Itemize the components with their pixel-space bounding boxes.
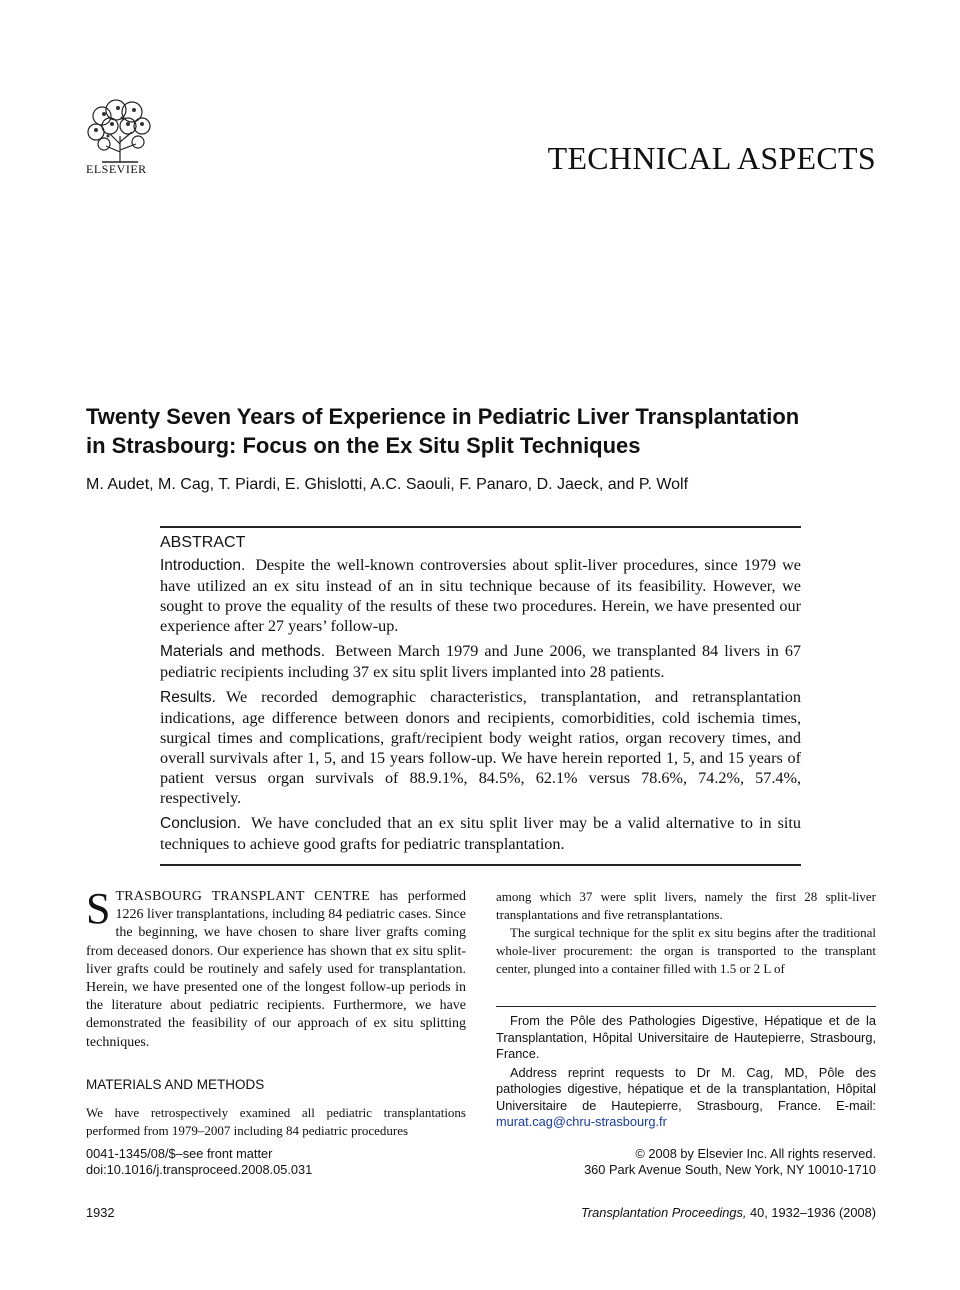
abstract-text: Between March 1979 and June 2006, we transplanted 84 livers in 67 pediatric recipients including 37 ex situ split livers implanted into 28 patients.: [160, 642, 802, 681]
publisher-wordmark: ELSEVIER: [86, 162, 147, 176]
article-title-line-1: Twenty Seven Years of Experience in Pediatric Liver Transplantation: [86, 404, 800, 429]
publisher-address: 360 Park Avenue South, New York, NY 10010-1710: [584, 1162, 876, 1177]
issn-line: 0041-1345/08/$–see front matter: [86, 1146, 273, 1161]
abstract-methods: [160, 641, 801, 682]
abstract-label: Results.: [160, 689, 216, 706]
email-link[interactable]: murat.cag@chru-strasbourg.fr: [496, 1114, 667, 1129]
abstract-text: We recorded demographic characteristics, transplantation, and retransplantation indications, age difference between donors and recipients, comorbidities, cold ischemia times, surgical times and complications, graft/recipient body weight ratios, organ recovery times, and overall survivals after 1, 5, and 15 years follow-up. We have herein reported 1, 5, and 15 years of patient versus organ survivals of 88.9.1%, 84.5%, 62.1% versus 78.6%, 74.2%, 57.4%, respectively.: [160, 688, 801, 807]
section-subheading: MATERIALS AND METHODS: [86, 1076, 265, 1092]
drop-cap: S: [86, 884, 111, 933]
abstract-text: Despite the well-known controversies about split-liver procedures, since 1979 we have utilized an ex situ instead of an in situ technique because of its feasibility. However, we sought to prove the equality of the results of these two procedures. Herein, we have presented our experience after 27 years’ follow-up.: [160, 556, 801, 635]
front-matter: [86, 1146, 312, 1178]
abstract-box: [160, 526, 801, 866]
author-list: M. Audet, M. Cag, T. Piardi, E. Ghislotti, A.C. Saouli, F. Panaro, D. Jaeck, and P. Wolf: [86, 476, 689, 493]
journal-reference: 40, 1932–1936 (2008): [750, 1205, 876, 1220]
body-column-left: [86, 884, 467, 1140]
abstract-text: We have concluded that an ex situ split liver may be a valid alternative to in situ techniques to achieve good grafts for pediatric transplantation.: [160, 814, 801, 853]
right-paragraph-1: among which 37 were split livers, namely the first 28 split-liver transplantations and five retransplantations.: [496, 889, 876, 922]
abstract-heading: ABSTRACT: [160, 534, 246, 551]
section-heading: TECHNICAL ASPECTS: [547, 140, 876, 176]
page-number: 1932: [86, 1205, 115, 1220]
article-title: [86, 402, 886, 460]
abstract-results: [160, 687, 801, 808]
methods-paragraph: We have retrospectively examined all pediatric transplantations performed from 1979–2007 including 84 pediatric procedures: [86, 1105, 466, 1139]
right-paragraph-2: The surgical technique for the split ex situ begins after the traditional whole-liver procurement: the organ is transported to the transplant center, plunged into a container filled with 1.5 or 2 L of: [496, 925, 876, 976]
abstract-label: Introduction.: [160, 557, 246, 574]
abstract-label: Conclusion.: [160, 815, 241, 832]
body-column-right: [496, 888, 876, 978]
abstract-introduction: [160, 555, 801, 636]
abstract-label: Materials and methods.: [160, 643, 326, 660]
affiliation-text: From the Pôle des Pathologies Digestive, Hépatique et de la Transplantation, Hôpital Universitaire de Hautepierre, Strasbourg, France.: [496, 1013, 876, 1061]
article-title-line-2: in Strasbourg: Focus on the Ex Situ Split Techniques: [86, 433, 641, 458]
lead-smallcaps: TRASBOURG TRANSPLANT CENTRE: [115, 889, 370, 904]
reprint-text: [496, 1065, 876, 1131]
copyright-line: © 2008 by Elsevier Inc. All rights reserved.: [635, 1146, 876, 1161]
doi-line: doi:10.1016/j.transproceed.2008.05.031: [86, 1162, 313, 1177]
copyright-block: [584, 1146, 876, 1178]
abstract-conclusion: [160, 813, 801, 854]
reprint-address: Address reprint requests to Dr M. Cag, MD, Pôle des pathologies digestive, hépatique et de la transplantation, Hôpital Universitaire de Hautepierre, Strasbourg, France. E-mail:: [496, 1064, 876, 1113]
affiliation-footnote: [496, 1006, 876, 1133]
intro-text: has performed 1226 liver transplantations, including 84 pediatric cases. Since the beginning, we have chosen to share liver grafts coming from deceased donors. Our experience has shown that ex situ split-liver grafts could be routinely and safely used for transplantation. Herein, we have presented one of the longest follow-up periods in the literature about pediatric recipients. Furthermore, we have demonstrated the feasibility of our approach of ex situ splitting techniques.: [86, 889, 467, 1050]
intro-paragraph: [86, 884, 467, 1052]
journal-name: Transplantation Proceedings,: [580, 1205, 747, 1220]
journal-citation: [581, 1205, 876, 1220]
